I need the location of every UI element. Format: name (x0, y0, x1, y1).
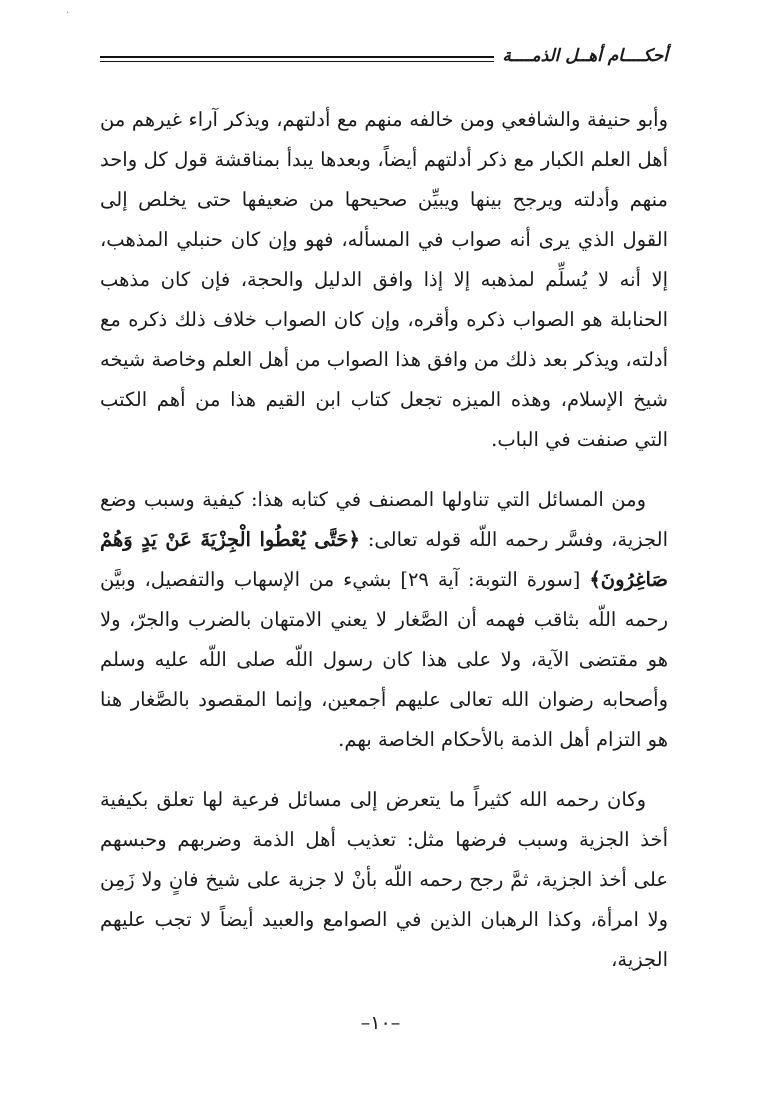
running-header (100, 44, 668, 72)
paragraph-2-after: [سورة التوبة: آية ٢٩] بشيء من الإسهاب والتفصيل، وبيَّن رحمه اللّه بثاقب فهمه أن الصَّغار لا يعني الامتهان بالضرب والجرّ، ولا هو مقتضى الآية، ولا على هذا كان رسول اللّه صلى اللّه عليه وسلم وأصحابه رضوان الله تعالى عليهم أجمعين، وإنما المقصود بالصَّغار هنا هو التزام أهل الذمة بالأحكام الخاصة بهم. (100, 568, 668, 751)
paragraph-2-before: ومن المسائل التي تناولها المصنف في كتابه هذا: كيفية وسبب وضع الجزية، وفسَّر رحمه اللّه قوله تعالى: (100, 488, 669, 551)
corner-mark: · (66, 8, 70, 19)
paragraph-2 (100, 480, 668, 760)
paragraph-1: وأبو حنيفة والشافعي ومن خالفه منهم مع أدلتهم، ويذكر آراء غيرهم من أهل العلم الكبار مع ذكر أدلتهم أيضاً، وبعدها يبدأ بمناقشة قول كل واحد منهم وأدلته ويرجح بينها ويبيِّن صحيحها من ضعيفها حتى يخلص إلى القول الذي يرى أنه صواب في المسأله، فهو وإن كان حنبلي المذهب، إلا أنه لا يُسلِّم لمذهبه إلا إذا وافق الدليل والحجة، فإن كان مذهب الحنابلة هو الصواب ذكره وأقره، وإن كان الصواب خلاف ذلك ذكره مع أدلته، ويذكر بعد ذلك من وافق هذا الصواب من أهل العلم وخاصة شيخه شيخ الإسلام، وهذه الميزه تجعل كتاب ابن القيم هذا من أهم الكتب التي صنفت في الباب. (100, 108, 668, 451)
header-title: أحكــــام أهــل الذمــــة (494, 46, 668, 66)
header-double-rule (100, 56, 500, 62)
quran-verse: ﴿حَتَّى يُعْطُوا الْجِزْيَةَ عَنْ يَدٍ وَهُمْ صَاغِرُونَ﴾ (100, 528, 668, 591)
page-number: –١٠– (360, 1012, 401, 1034)
body-text (100, 100, 668, 1000)
paragraph-3: وكان رحمه الله كثيراً ما يتعرض إلى مسائل فرعية لها تعلق بكيفية أخذ الجزية وسبب فرضها مثل: تعذيب أهل الذمة وضربهم وحبسهم على أخذ الجزية، ثمَّ رجح رحمه اللّه بأنْ لا جزية على شيخ فانٍ ولا زَمِن ولا امرأة، وكذا الرهبان الذين في الصوامع والعبيد أيضاً لا تجب عليهم الجزية، (100, 788, 668, 971)
